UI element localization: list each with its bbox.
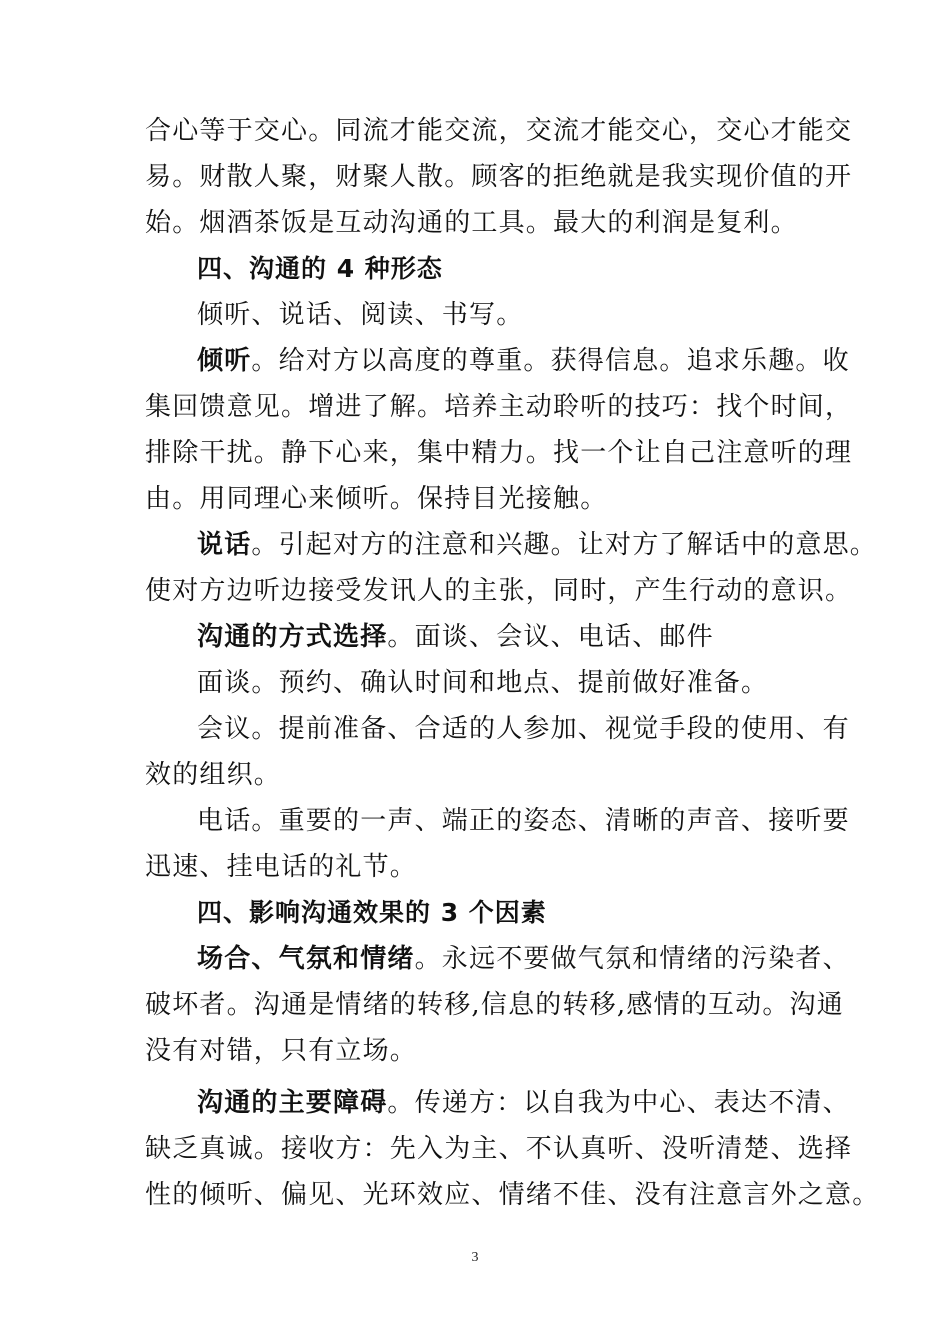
- body-text-span: 。传递方：以自我为中心、表达不清、: [387, 1088, 850, 1118]
- body-text-line: 倾听、说话、阅读、书写。: [197, 300, 524, 330]
- body-text-span: 。永远不要做气氛和情绪的污染者、: [414, 944, 850, 974]
- body-text-line: 排除干扰。静下心来，集中精力。找一个让自己注意听的理: [145, 438, 853, 468]
- term-speaking: 说话: [197, 530, 252, 560]
- body-text-line: 集回馈意见。增进了解。培养主动聆听的技巧：找个时间，: [145, 392, 853, 422]
- body-text-line: 始。烟酒茶饭是互动沟通的工具。最大的利润是复利。: [145, 208, 798, 238]
- paragraph-speaking: [197, 522, 877, 568]
- body-text-line: 破坏者。沟通是情绪的转移,信息的转移,感情的互动。沟通: [145, 990, 844, 1020]
- term-barriers: 沟通的主要障碍: [197, 1088, 388, 1118]
- body-text-line: 缺乏真诚。接收方：先入为主、不认真听、没听清楚、选择: [145, 1134, 853, 1164]
- body-text-line: 电话。重要的一声、端正的姿态、清晰的声音、接听要: [197, 806, 850, 836]
- paragraph-methods: [197, 614, 714, 660]
- body-text-line: 效的组织。: [145, 760, 282, 790]
- body-text-line: 使对方边听边接受发讯人的主张，同时，产生行动的意识。: [145, 576, 853, 606]
- paragraph-atmosphere: [197, 936, 850, 982]
- term-methods: 沟通的方式选择: [197, 622, 388, 652]
- section-heading: 四、影响沟通效果的 3 个因素: [197, 898, 547, 927]
- body-text-line: 没有对错，只有立场。: [145, 1036, 418, 1066]
- body-text-line: 易。财散人聚，财聚人散。顾客的拒绝就是我实现价值的开: [145, 162, 853, 192]
- body-text-line: 由。用同理心来倾听。保持目光接触。: [145, 484, 608, 514]
- body-text-span: 。给对方以高度的尊重。获得信息。追求乐趣。收: [251, 346, 850, 376]
- page-number: 3: [471, 1250, 479, 1265]
- section-heading: 四、沟通的 4 种形态: [197, 254, 443, 283]
- paragraph-listening: [197, 338, 850, 384]
- body-text-line: 面谈。预约、确认时间和地点、提前做好准备。: [197, 668, 769, 698]
- paragraph-barriers: [197, 1080, 850, 1126]
- body-text-line: 合心等于交心。同流才能交流，交流才能交心，交心才能交: [145, 116, 853, 146]
- term-listening: 倾听: [197, 346, 252, 376]
- body-text-line: 迅速、挂电话的礼节。: [145, 852, 418, 882]
- body-text-span: 。面谈、会议、电话、邮件: [387, 622, 714, 652]
- term-atmosphere: 场合、气氛和情绪: [197, 944, 415, 974]
- body-text-line: 性的倾听、偏见、光环效应、情绪不佳、没有注意言外之意。: [145, 1180, 880, 1210]
- body-text-span: 。引起对方的注意和兴趣。让对方了解话中的意思。: [251, 530, 878, 560]
- body-text-line: 会议。提前准备、合适的人参加、视觉手段的使用、有: [197, 714, 850, 744]
